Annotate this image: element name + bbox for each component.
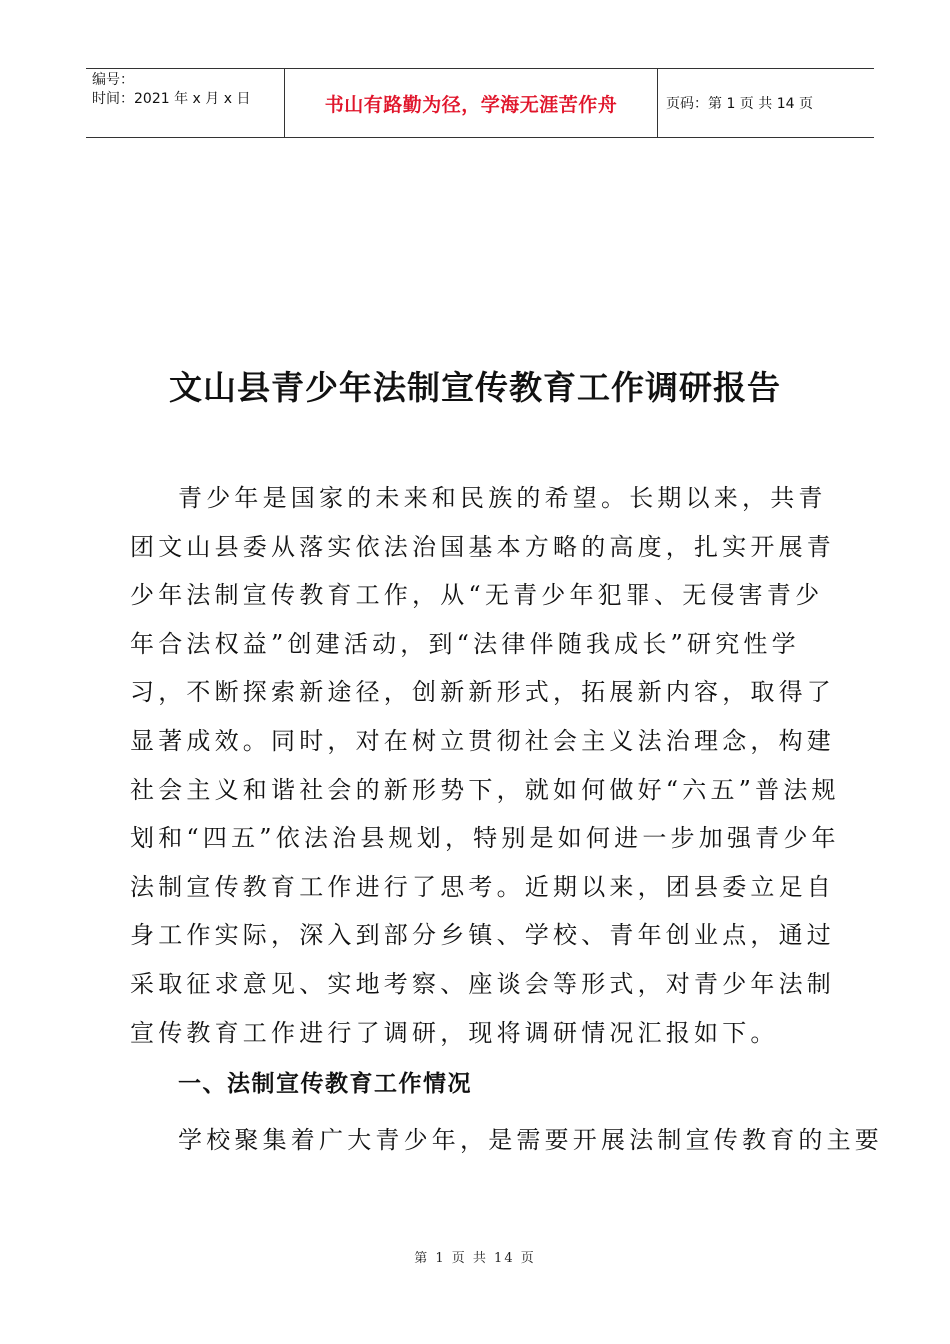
header-page-cell — [658, 69, 874, 137]
header-motto-cell — [285, 69, 658, 137]
section-paragraph: 学校聚集着广大青少年，是需要开展法制宣传教育的主要 — [178, 1126, 883, 1154]
intro-paragraph: 青少年是国家的未来和民族的希望。长期以来，共青团文山县委从落实依法治国基本方略的高度，扎实开展青少年法制宣传教育工作，从“无青少年犯罪、无侵害青少年合法权益”创建活动，到“法律伴随我成长”研究性学习，不断探索新途径，创新新形式，拓展新内容，取得了显著成效。同时，对在树立贯彻社会主义法治理念，构建社会主义和谐社会的新形势下，就如何做好“六五”普法规划和“四五”依法治县规划，特别是如何进一步加强青少年法制宣传教育工作进行了思考。近期以来，团县委立足自身工作实际，深入到部分乡镇、学校、青年创业点，通过采取征求意见、实地考察、座谈会等形式，对青少年法制宣传教育工作进行了调研，现将调研情况汇报如下。 — [130, 484, 840, 1047]
header-motto: 书山有路勤为径，学海无涯苦作舟 — [324, 93, 618, 116]
document-title: 文山县青少年法制宣传教育工作调研报告 — [169, 368, 781, 407]
document-number-label: 编号： — [92, 72, 134, 88]
document-date-label: 时间：2021 年 x 月 x 日 — [92, 91, 251, 107]
header-meta-cell — [86, 69, 285, 137]
section-heading: 一、法制宣传教育工作情况 — [178, 1071, 472, 1097]
document-header — [86, 68, 874, 138]
page-footer: 第 1 页 共 14 页 — [414, 1251, 536, 1266]
header-page-label: 页码：第 1 页 共 14 页 — [666, 96, 813, 112]
